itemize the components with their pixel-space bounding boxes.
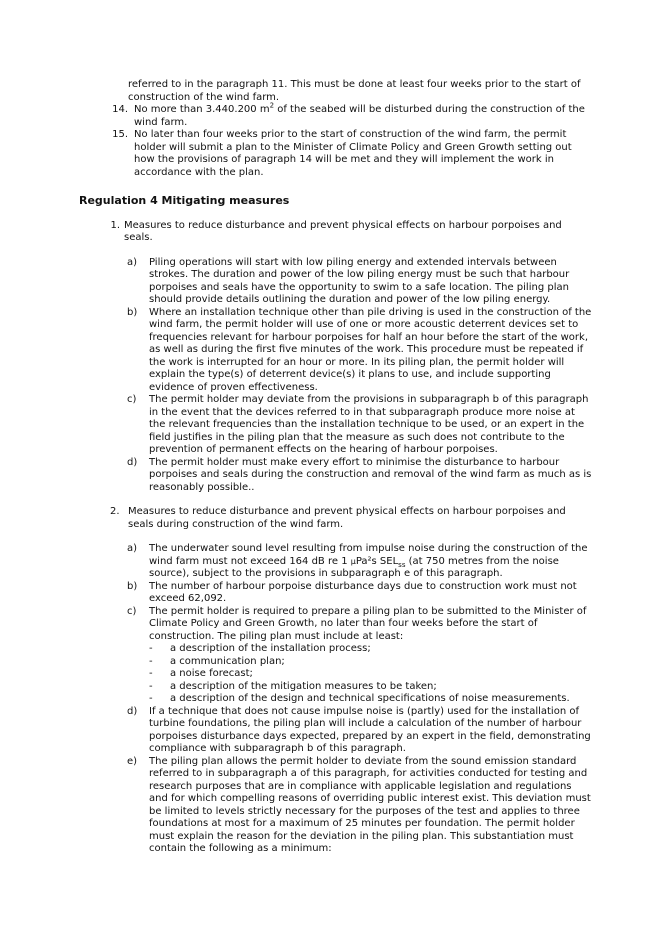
list-text: The piling plan allows the permit holder to deviate from the sound emission standard referred to in subparagraph a of this paragraph, for activities conducted for testing and research purposes that are in compliance with applicable legislation and regulations and for which compelling reasons of overriding public interest exist. This deviation must be limited to levels strictly necessary for the purposes of the test and applies to three foundations at most for a maximum of 25 minutes per foundation. The permit holder must explain the reason for the deviation in the piling plan. This substantiation must contain the following as a minimum: <box>149 755 591 854</box>
list-number: 14. <box>112 104 128 115</box>
list-text <box>149 543 592 581</box>
dash-item <box>149 668 592 681</box>
paragraph-continuation: referred to in the paragraph 11. This must be done at least four weeks prior to the start of construction of the wind farm. <box>128 79 581 103</box>
section-heading: Regulation 4 Mitigating measures <box>79 194 290 207</box>
dash-text: a noise forecast; <box>170 668 253 679</box>
list-text-part: The underwater sound level resulting from impulse noise during the construction of the wind farm must not exceed 164 dB re 1 <box>149 543 588 567</box>
list-text: The permit holder is required to prepare a piling plan to be submitted to the Minister of Climate Policy and Green Growth, no later than four weeks before the start of construction. The piling plan must include at least: <box>149 605 587 642</box>
list-text: The permit holder must make every effort to minimise the disturbance to harbour porpoises and seals during the construction and removal of the wind farm as much as is reasonably possible.. <box>149 456 592 493</box>
mu-symbol: μ <box>350 556 356 566</box>
measure-2-subitems <box>79 543 592 856</box>
measure-1-subitems <box>79 257 592 495</box>
subitem-c <box>127 394 592 457</box>
list-number: d) <box>127 456 138 468</box>
list-number: 1. <box>110 219 120 231</box>
dash-marker: - <box>149 643 153 654</box>
measure-1 <box>101 220 592 245</box>
subscript: ss <box>398 560 406 569</box>
list-number: 15. <box>112 129 128 140</box>
list-text: If a technique that does not cause impulse noise is (partly) used for the installation of turbine foundations, the piling plan will include a calculation of the number of harbour porpoises disturbance days expected, prepared by an expert in the field, demonstrating compliance with subparagraph b of this paragraph. <box>149 705 591 754</box>
list-text: Where an installation technique other than pile driving is used in the construction of the wind farm, the permit holder will use of one or more acoustic deterrent devices set to frequencies relevant for harbour porpoises for half an hour before the start of the work, as well as during the first five minutes of the work. This procedure must be repeated if the work is interrupted for an hour or more. In its piling plan, the permit holder will explain the type(s) of deterrent device(s) it plans to use, and include supporting evidence of proven effectiveness. <box>149 306 592 393</box>
list-text: Measures to reduce disturbance and prevent physical effects on harbour porpoises and seals during construction of the wind farm. <box>128 506 566 530</box>
list-text-part: Pa²s SEL <box>355 555 399 567</box>
superscript: 2 <box>269 101 275 110</box>
list-text: Piling operations will start with low piling energy and extended intervals between strokes. The duration and power of the low piling energy must be such that harbour porpoises and seals have the opportunity to swim to a safe location. The piling plan should provide details outlining the duration and power of the low piling energy. <box>149 256 570 305</box>
subitem-a <box>127 543 592 581</box>
subitem-b <box>127 307 592 395</box>
list-text: No later than four weeks prior to the start of construction of the wind farm, the permit holder will submit a plan to the Minister of Climate Policy and Green Growth setting out how the provisions of paragraph 14 will be met and they will implement the work in accordance with the plan. <box>134 129 572 178</box>
dash-item <box>149 643 592 656</box>
list-text-part: of the seabed will be disturbed during the construction of the wind farm. <box>134 104 585 128</box>
list-number: b) <box>127 306 138 318</box>
list-number: a) <box>127 543 138 554</box>
list-number: a) <box>127 256 138 268</box>
dash-item <box>149 656 592 669</box>
dash-item <box>149 693 592 706</box>
subitem-e <box>127 756 592 856</box>
dash-marker: - <box>149 655 153 667</box>
subitem-b <box>127 581 592 606</box>
list-number: c) <box>127 394 137 405</box>
dash-marker: - <box>149 680 153 692</box>
measure-2 <box>110 506 592 531</box>
list-number: 2. <box>110 506 120 517</box>
subitem-a <box>127 257 592 307</box>
dash-text: a description of the installation process; <box>170 643 371 654</box>
list-text-part: No more than 3.440.200 m <box>134 104 270 115</box>
list-text-part: (at 750 metres from the noise source), subject to the provisions in subparagraph e of this paragraph. <box>149 555 559 579</box>
list-number: e) <box>127 755 138 767</box>
dash-text: a communication plan; <box>170 655 285 667</box>
dash-text: a description of the design and technical specifications of noise measurements. <box>170 693 570 704</box>
subitem-d <box>127 706 592 756</box>
list-text: Measures to reduce disturbance and prevent physical effects on harbour porpoises and seals. <box>124 219 562 243</box>
dash-text: a description of the mitigation measures to be taken; <box>170 680 437 692</box>
subitem-d <box>127 457 592 495</box>
dash-item <box>149 681 592 694</box>
list-number: b) <box>127 580 138 592</box>
list-text: The permit holder may deviate from the provisions in subparagraph b of this paragraph in the event that the devices referred to in that subparagraph produce more noise at the relevant frequencies than the installation technique to be used, or an expert in the field justifies in the piling plan that the measure as such does not contribute to the prevention of permanent effects on the hearing of harbour porpoises. <box>149 394 589 455</box>
list-text: The number of harbour porpoise disturbance days due to construction work must not exceed 62,092. <box>149 580 577 604</box>
dash-marker: - <box>149 693 153 704</box>
piling-plan-requirements <box>79 643 592 706</box>
list-item-15 <box>107 129 592 179</box>
list-number: d) <box>127 705 138 717</box>
list-text <box>134 101 592 129</box>
list-item-14 <box>107 101 592 129</box>
list-number: c) <box>127 605 137 617</box>
subitem-c <box>127 606 592 644</box>
dash-marker: - <box>149 668 153 679</box>
